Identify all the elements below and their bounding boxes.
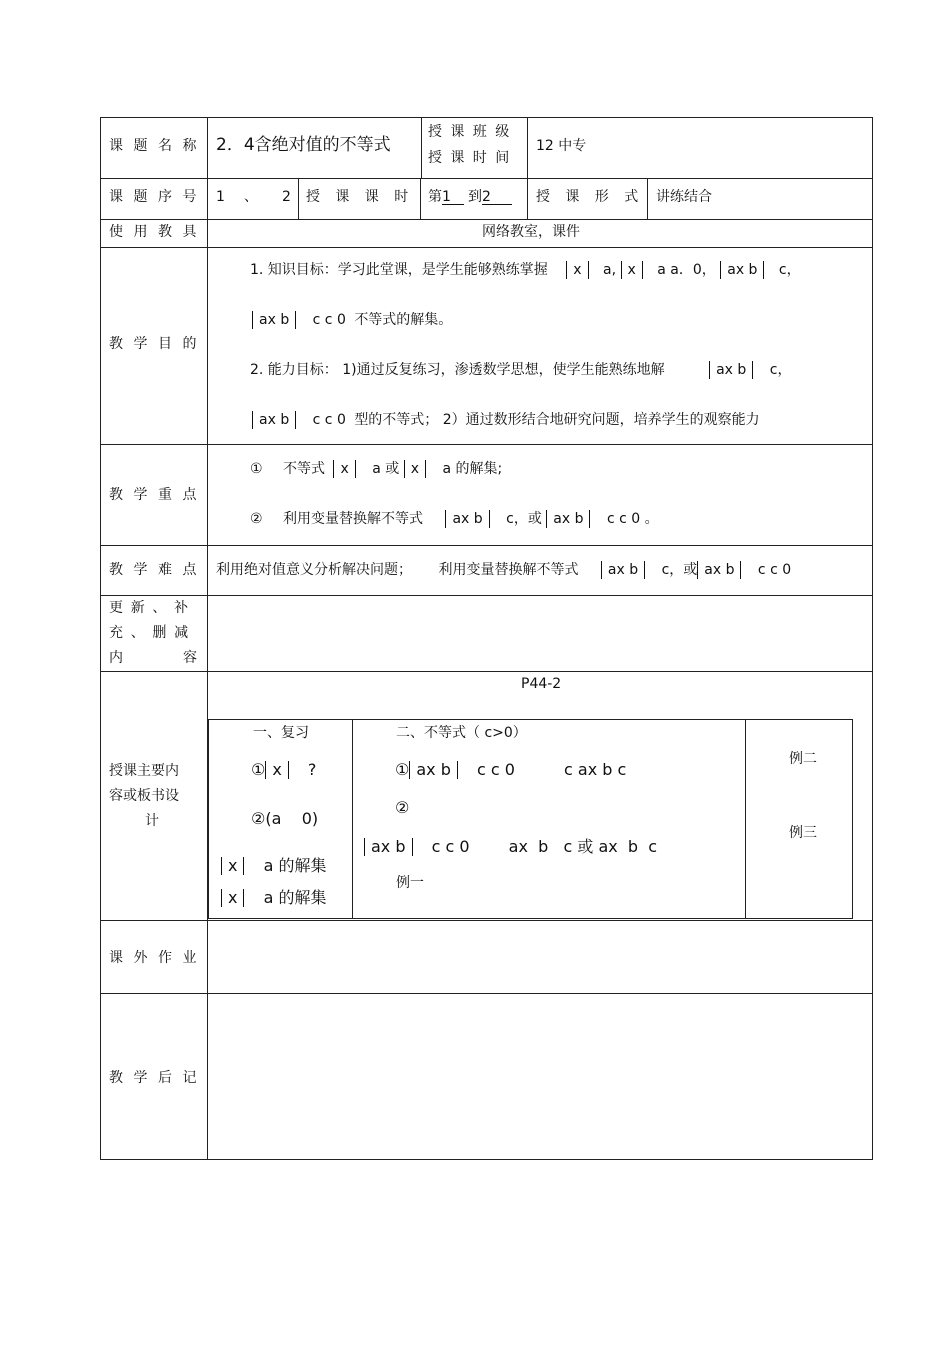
label-hours: 授课课时 [306,189,424,205]
col-divider [527,117,528,178]
abs-expr: ax b [709,361,753,379]
row-divider [100,595,873,596]
row-divider [100,993,873,994]
label-update-line3b: 容 [183,650,197,666]
focus-item-2 [250,510,659,528]
goals-line-4 [252,411,760,429]
row-divider [100,920,873,921]
focus-item2-tail: c c 0 。 [606,511,659,527]
label-tools: 使用教具 [109,224,207,240]
goals-line1-text: 1. 知识目标：学习此堂课，是学生能够熟练掌握 [250,262,548,278]
hours-prefix: 第 [428,189,442,205]
goals-line3-text: 2. 能力目标： 1)通过反复练习，渗透数学思想，使学生能熟练地解 [250,362,665,378]
goals-line-1: 1. 知识目标：学习此堂课，是学生能够熟练掌握 x a, x a a．0， ax b c， [250,262,801,278]
board-col-divider [352,719,353,919]
goals-line-3 [250,361,791,379]
row-divider [100,444,873,445]
goals-line1-tail2: a a．0 [657,262,702,278]
row-divider [100,219,873,220]
hours-range [428,190,512,205]
topic-title: 2．4含绝对值的不等式 [216,135,391,155]
goals-line3-tail: c， [769,362,792,378]
label-seq: 课题序号 [109,189,207,205]
goals-line4-text: 型的不等式； 2）通过数形结合地研究问题，培养学生的观察能力 [354,412,760,428]
col-divider [527,178,528,219]
l3-mid: c c 0 [431,837,470,856]
label-homework: 课外作业 [109,950,207,966]
board-col-divider [745,719,746,919]
label-topic: 课题名称 [109,138,207,154]
focus-item2-mid: c，或 [506,511,542,527]
difficulty-text-a: 利用绝对值意义分析解决问题； [216,562,412,578]
label-update-line3a: 内 [109,650,123,666]
board-col2-example: 例一 [396,875,424,891]
label-column-divider [207,117,208,1160]
difficulty-content [216,561,791,579]
goals-line-2 [252,311,452,329]
label-form: 授课形式 [536,189,654,205]
hours-mid: 到 [468,189,482,205]
abs-expr: x [621,261,643,279]
board-col1-condition: ②(a 0) [251,809,319,828]
board-col2-line-2: ② [395,798,410,817]
label-goals: 教学目的 [109,336,207,352]
abs-expr: ax b [409,761,458,779]
abs-expr: ax b [445,510,489,528]
abs-expr: x [404,460,426,478]
abs-expr: ax b [601,561,645,579]
label-update-line1: 更新、补 [109,600,196,616]
l3-tail: ax b c 或 ax b c [508,837,658,856]
q-num: ① [251,760,266,779]
abs-expr: ax b [364,838,413,856]
hours-to: 2 [482,190,512,205]
focus-item1-num: ① [250,461,263,477]
focus-item2-num: ② [250,511,263,527]
label-board-line2: 容或板书设 [109,788,179,804]
goals-line1-tail3: c， [778,262,801,278]
form-value: 讲练结合 [656,189,712,205]
row-divider [100,545,873,546]
board-col1-question [251,761,316,779]
label-board-line1: 授课主要内 [109,763,179,779]
row-divider [100,178,873,179]
label-board-line3: 计 [145,813,159,829]
label-postscript: 教学后记 [109,1070,207,1086]
row-divider [100,671,873,672]
abs-expr: x [221,889,244,907]
board-col1-title: 一、复习 [253,725,309,741]
goals-line2-text: 不等式的解集。 [354,312,453,328]
l1-tail: c ax b c [564,760,627,779]
board-col1-result-1 [221,857,326,875]
col-divider [421,117,422,178]
goals-line4-mid: c c 0 [312,412,346,428]
focus-item1-tail: a 的解集; [442,461,503,477]
abs-expr: x [221,857,244,875]
seq-b: 2 [282,189,291,205]
label-difficulty: 教学难点 [109,562,207,578]
abs-expr: x [265,761,288,779]
focus-item-1 [250,460,502,478]
abs-expr: x [566,261,588,279]
abs-expr: ax b [252,411,296,429]
abs-expr: ax b [697,561,741,579]
difficulty-tail: c c 0 [757,562,792,578]
seq-sep: 、 [244,189,258,205]
difficulty-mid: c，或 [661,562,698,578]
board-page-ref: P44-2 [521,676,562,692]
goals-line1-tail1: a [603,262,612,278]
difficulty-text-b: 利用变量替换解不等式 [438,562,579,578]
abs-expr: ax b [720,261,764,279]
hours-from: 1 [442,190,464,205]
col-divider [298,178,299,219]
focus-item1-text: 不等式 [283,461,326,477]
label-time: 授课时间 [428,150,518,166]
board-col3-example-2: 例二 [789,751,817,767]
r2-tail: a 的解集 [263,888,327,907]
board-col3-example-3: 例三 [789,825,817,841]
seq-a: 1 [216,189,225,205]
q-tail: ? [307,760,317,779]
abs-expr: ax b [546,510,590,528]
l1-mid: c c 0 [476,760,515,779]
label-focus: 教学重点 [109,487,207,503]
abs-expr: x [333,460,355,478]
label-class: 授课班级 [428,124,518,140]
class-value: 12 中专 [536,138,587,154]
focus-item2-text: 利用变量替换解不等式 [283,511,424,527]
board-col2-line-3 [364,838,657,856]
abs-expr: ax b [252,311,296,329]
row-divider [100,247,873,248]
board-col2-line-1 [395,761,626,779]
board-col1-result-2 [221,889,326,907]
label-update-line2: 充、删减 [109,625,196,641]
l1-num: ① [395,760,410,779]
tools-value: 网络教室，课件 [482,224,580,240]
board-col2-title: 二、不等式（ c>0） [396,725,527,741]
goals-line2-mid: c c 0 [312,312,346,328]
focus-item1-mid: a 或 [372,461,400,477]
r1-tail: a 的解集 [263,856,327,875]
